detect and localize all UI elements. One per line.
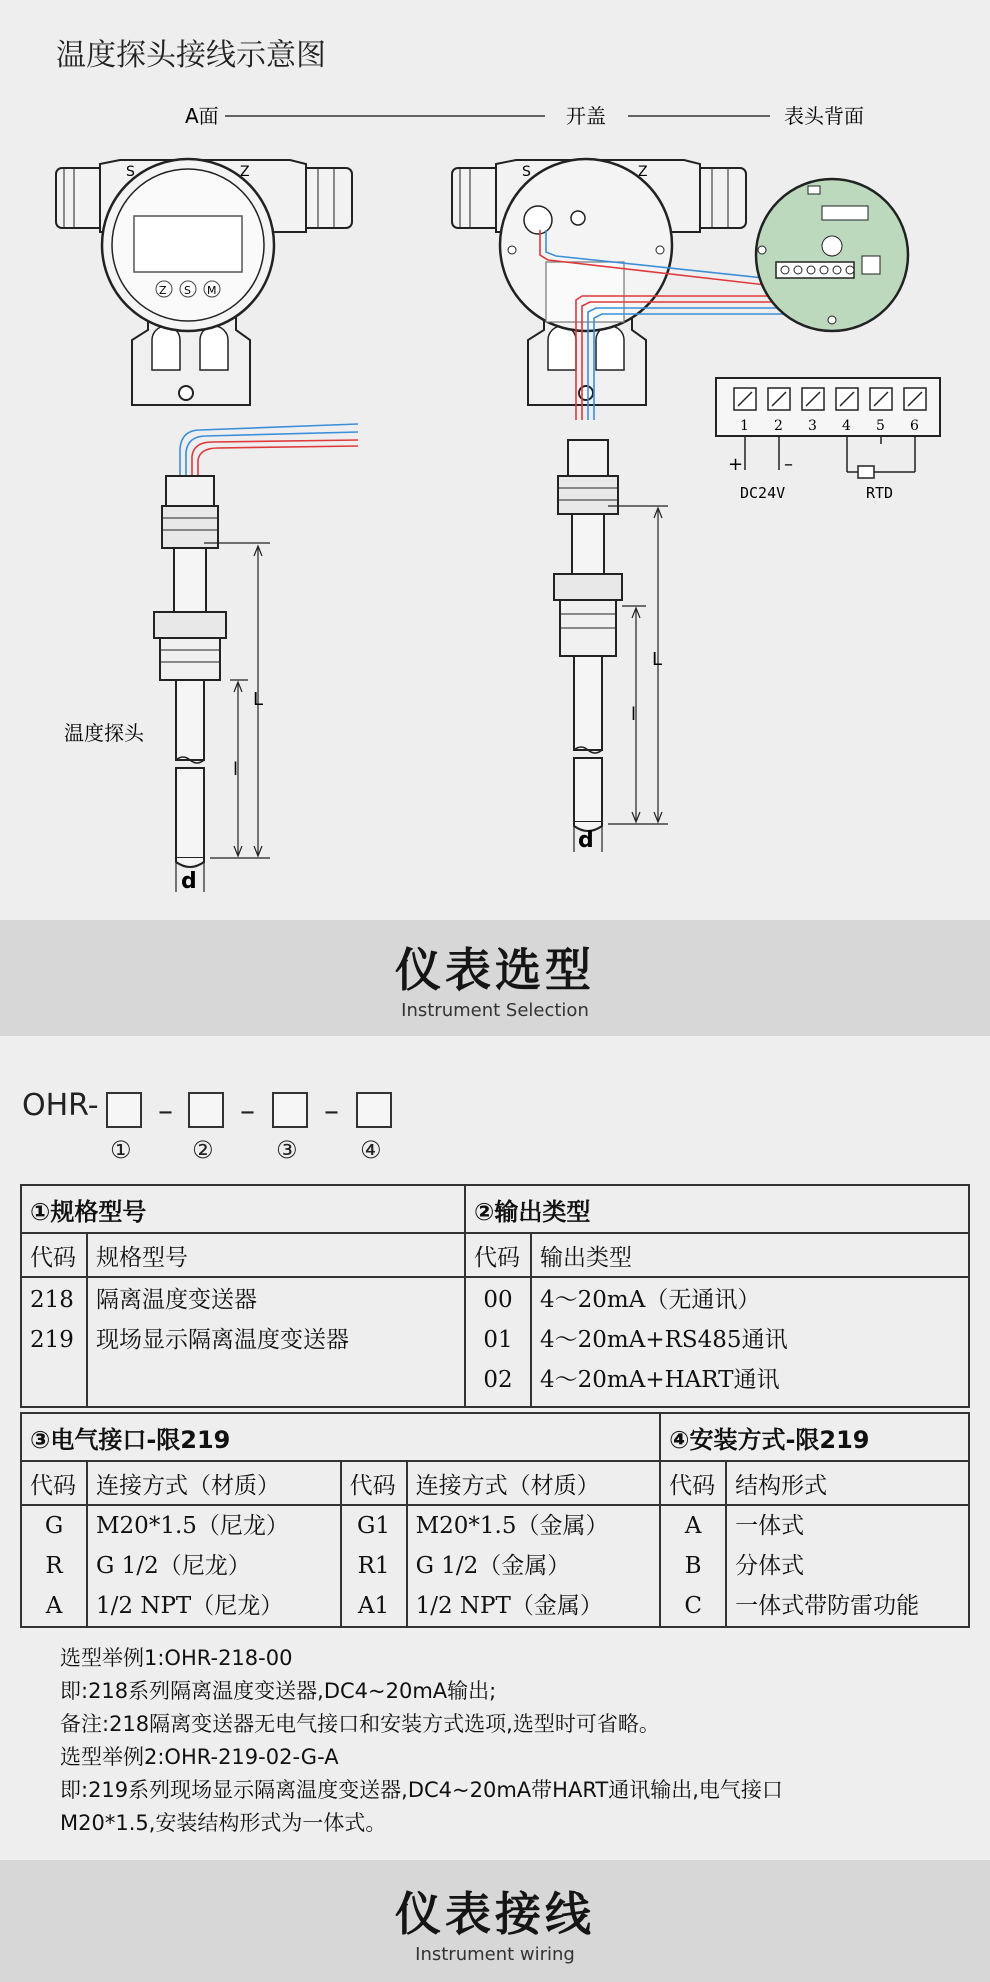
selection-band	[0, 920, 990, 1036]
code-dash: –	[324, 1094, 339, 1129]
conn-name: 1/2 NPT（金属）	[415, 1593, 603, 1619]
marker-3: ③	[276, 1136, 298, 1164]
col-struct: 结构形式	[726, 1461, 969, 1505]
diagram-title: 温度探头接线示意图	[56, 38, 326, 73]
left-cable	[180, 424, 358, 475]
conn-code: R1	[357, 1553, 390, 1579]
wiring-title: 仪表接线	[395, 1887, 595, 1941]
output-code: 01	[483, 1327, 513, 1353]
spec-code: 219	[30, 1327, 74, 1353]
output-names	[531, 1277, 969, 1407]
rtd-label: RTD	[866, 484, 894, 502]
label-a-face: A面	[185, 104, 219, 128]
meter-back-board	[756, 179, 908, 331]
output-codes	[465, 1277, 531, 1407]
elec-codes-2	[341, 1505, 407, 1627]
marker-2: ②	[192, 1136, 214, 1164]
minus-sign: –	[784, 454, 793, 475]
wiring-diagram	[0, 80, 990, 910]
conn-name: 1/2 NPT（尼龙）	[96, 1593, 284, 1619]
col-conn: 连接方式（材质）	[407, 1461, 661, 1505]
svg-text:Z: Z	[240, 164, 250, 180]
conn-code: G	[44, 1513, 64, 1539]
note-line: 备注:218隔离变送器无电气接口和安装方式选项,选型时可省略。	[60, 1712, 660, 1736]
probe-label: 温度探头	[64, 721, 144, 745]
svg-text:4: 4	[842, 418, 851, 434]
svg-text:1: 1	[740, 418, 749, 434]
col-code: 代码	[660, 1461, 726, 1505]
col-output: 输出类型	[531, 1233, 969, 1277]
output-name: 4～20mA+RS485通讯	[540, 1327, 788, 1353]
plus-sign: +	[728, 454, 744, 475]
dim-L-left: L	[253, 689, 264, 710]
svg-text:S: S	[126, 164, 135, 180]
elec-codes-1	[21, 1505, 87, 1627]
col-code: 代码	[465, 1233, 531, 1277]
svg-text:M: M	[207, 284, 217, 297]
svg-text:S: S	[522, 164, 531, 180]
output-name: 4～20mA（无通讯）	[540, 1287, 761, 1313]
output-name: 4～20mA+HART通讯	[540, 1367, 780, 1393]
spec-code: 218	[30, 1287, 74, 1313]
conn-name: G 1/2（金属）	[415, 1553, 571, 1579]
spec-name: 隔离温度变送器	[96, 1287, 257, 1313]
model-code-prefix: OHR-	[22, 1088, 99, 1123]
col-spec: 规格型号	[87, 1233, 465, 1277]
dim-l-left: l	[233, 759, 239, 780]
code-dash: –	[240, 1094, 255, 1129]
elec-title: ③电气接口-限219	[21, 1413, 660, 1461]
dc24v-label: DC24V	[740, 484, 786, 502]
code-box-4	[356, 1092, 392, 1128]
wiring-subtitle: Instrument wiring	[415, 1944, 575, 1965]
output-code: 02	[483, 1367, 513, 1393]
label-back: 表头背面	[784, 104, 864, 128]
spec-title: ①规格型号	[21, 1185, 465, 1233]
selection-title: 仪表选型	[395, 943, 595, 997]
svg-text:S: S	[184, 284, 191, 297]
spec-output-table	[20, 1184, 970, 1408]
elec-names-1	[87, 1505, 341, 1627]
svg-text:2: 2	[774, 418, 783, 434]
mount-code: B	[684, 1553, 702, 1579]
svg-text:3: 3	[808, 418, 817, 434]
mount-title: ④安装方式-限219	[660, 1413, 969, 1461]
code-dash: –	[158, 1094, 173, 1129]
conn-code: A1	[357, 1593, 390, 1619]
note-line: 即:219系列现场显示隔离温度变送器,DC4~20mA带HART通讯输出,电气接口	[60, 1778, 783, 1802]
col-code: 代码	[21, 1233, 87, 1277]
marker-4: ④	[360, 1136, 382, 1164]
svg-text:Z: Z	[638, 164, 648, 180]
terminal-block	[716, 378, 940, 502]
col-code: 代码	[21, 1461, 87, 1505]
elec-names-2	[407, 1505, 661, 1627]
dim-d-left: d	[181, 869, 197, 894]
left-probe	[154, 476, 226, 867]
code-box-1	[106, 1092, 142, 1128]
mount-names	[726, 1505, 969, 1627]
mount-name: 一体式	[735, 1513, 805, 1539]
output-code: 00	[483, 1287, 513, 1313]
dim-d-middle: d	[578, 828, 594, 853]
spec-codes	[21, 1277, 87, 1407]
conn-code: A	[45, 1593, 63, 1619]
connection-mount-table	[20, 1412, 970, 1628]
selection-notes	[60, 1642, 783, 1840]
svg-text:Z: Z	[159, 284, 167, 297]
col-code: 代码	[341, 1461, 407, 1505]
output-title: ②输出类型	[465, 1185, 969, 1233]
dim-L-middle: L	[652, 649, 663, 670]
marker-1: ①	[110, 1136, 132, 1164]
note-line: 即:218系列隔离温度变送器,DC4~20mA输出;	[60, 1679, 497, 1703]
spec-name: 现场显示隔离温度变送器	[96, 1327, 349, 1353]
selection-subtitle: Instrument Selection	[401, 1000, 589, 1021]
conn-code: G1	[357, 1513, 391, 1539]
note-line: M20*1.5,安装结构形式为一体式。	[60, 1811, 387, 1835]
dim-l-middle: l	[631, 704, 637, 725]
device-a-face	[56, 159, 352, 405]
conn-name: G 1/2（尼龙）	[96, 1553, 251, 1579]
conn-name: M20*1.5（金属）	[415, 1513, 609, 1539]
mount-code: C	[684, 1593, 702, 1619]
conn-name: M20*1.5（尼龙）	[96, 1513, 289, 1539]
label-open-cover: 开盖	[566, 104, 606, 128]
svg-text:5: 5	[876, 418, 885, 434]
code-box-2	[188, 1092, 224, 1128]
device-open-cover	[452, 159, 746, 405]
mount-code: A	[684, 1513, 702, 1539]
spec-names	[87, 1277, 465, 1407]
svg-text:6: 6	[910, 418, 919, 434]
wiring-band	[0, 1860, 990, 1982]
col-conn: 连接方式（材质）	[87, 1461, 341, 1505]
mount-name: 分体式	[735, 1553, 805, 1579]
conn-code: R	[45, 1553, 63, 1579]
code-box-3	[272, 1092, 308, 1128]
note-line: 选型举例1:OHR-218-00	[60, 1646, 293, 1670]
mount-name: 一体式带防雷功能	[735, 1593, 920, 1619]
note-line: 选型举例2:OHR-219-02-G-A	[60, 1745, 339, 1769]
middle-probe	[554, 440, 622, 831]
mount-codes	[660, 1505, 726, 1627]
